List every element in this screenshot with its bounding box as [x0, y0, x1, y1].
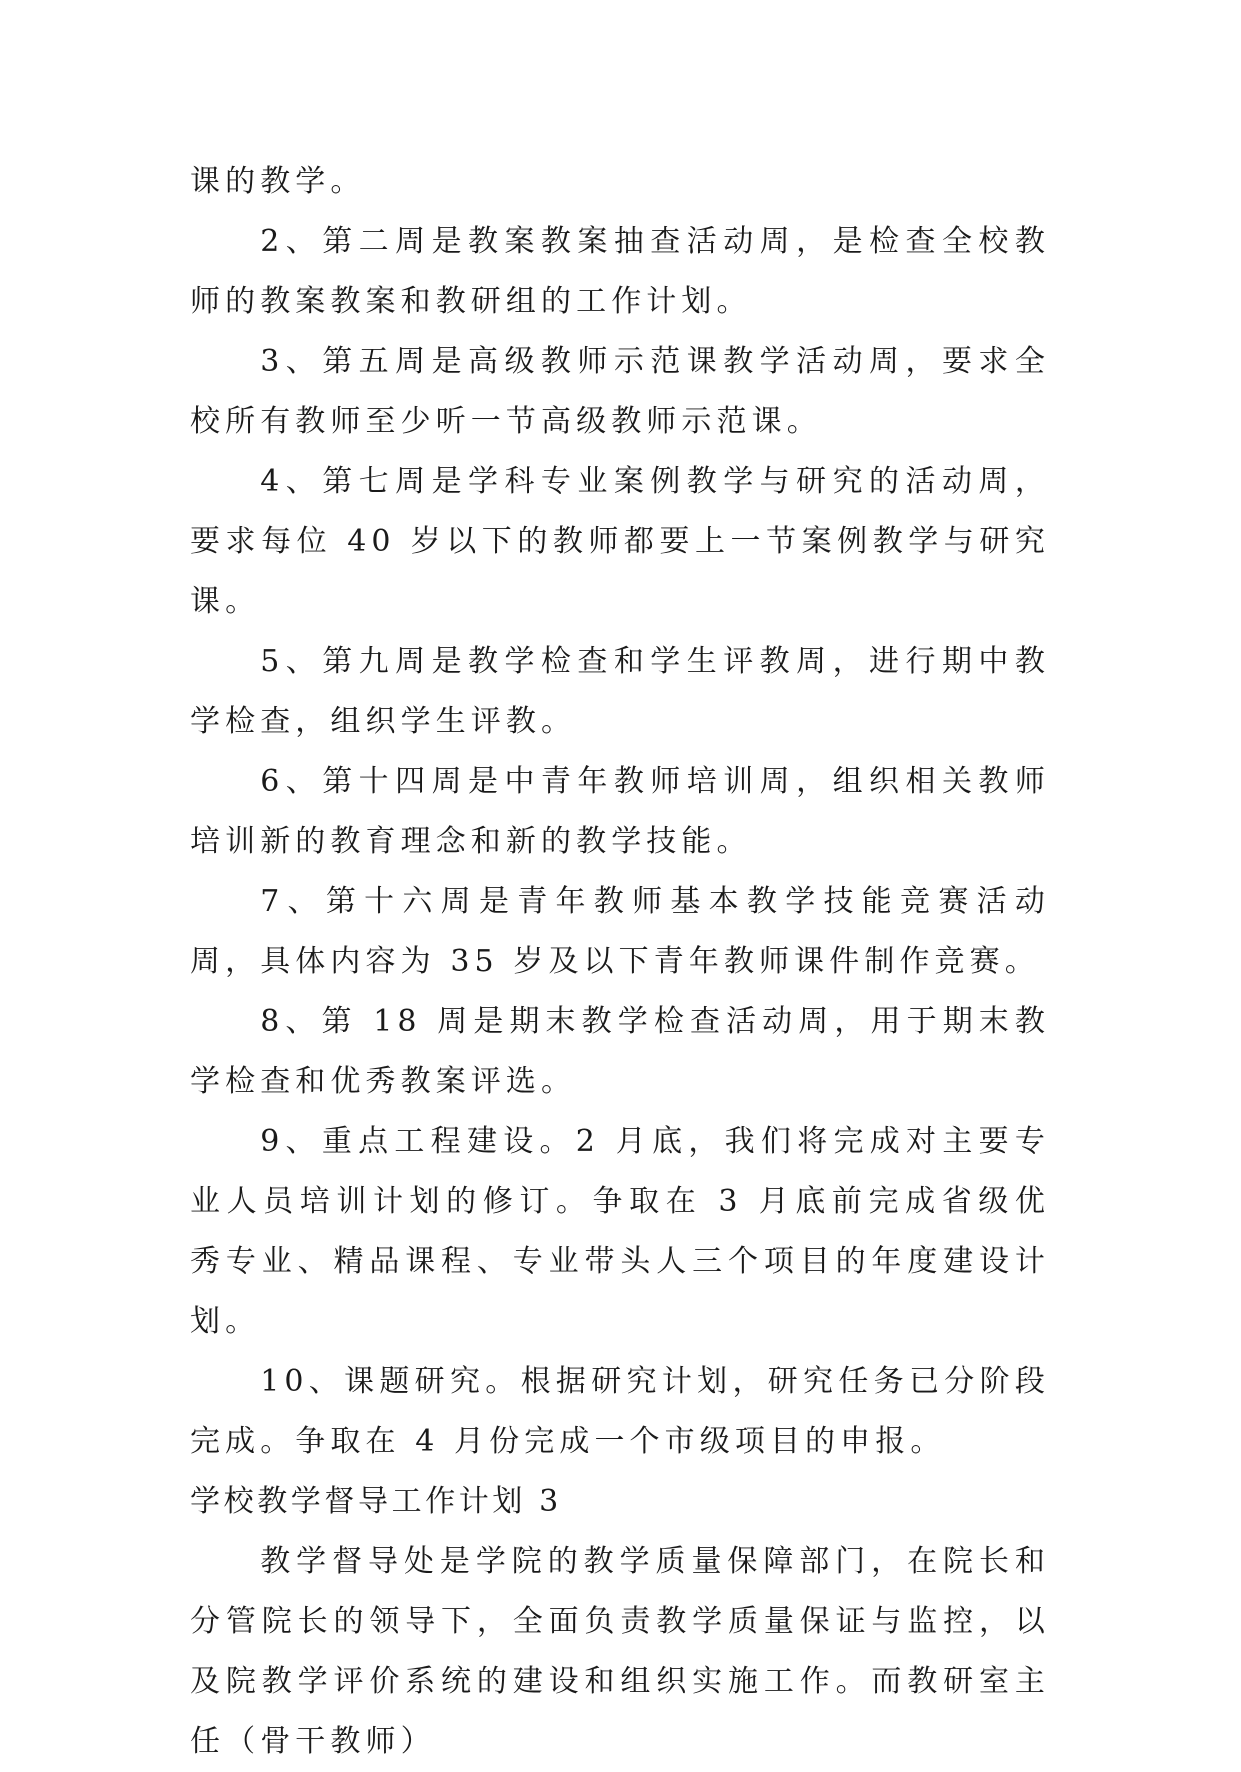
paragraph-item-3: 3、第五周是高级教师示范课教学活动周，要求全校所有教师至少听一节高级教师示范课。	[190, 344, 1050, 439]
paragraph-item-8: 8、第 18 周是期末教学检查活动周，用于期末教学检查和优秀教案评选。	[190, 1004, 1050, 1099]
paragraph-item-6: 6、第十四周是中青年教师培训周，组织相关教师培训新的教育理念和新的教学技能。	[190, 764, 1050, 859]
paragraph-item-7: 7、第十六周是青年教师基本教学技能竞赛活动周，具体内容为 35 岁及以下青年教师课件制作竞赛。	[190, 884, 1050, 979]
paragraph-continuation: 课的教学。	[190, 164, 366, 199]
paragraph-item-9: 9、重点工程建设。2 月底，我们将完成对主要专业人员培训计划的修订。争取在 3 月底前完成省级优秀专业、精品课程、专业带头人三个项目的年度建设计划。	[190, 1124, 1050, 1339]
paragraph-item-10: 10、课题研究。根据研究计划，研究任务已分阶段完成。争取在 4 月份完成一个市级项目的申报。	[190, 1364, 1050, 1459]
section-title: 学校教学督导工作计划 3	[190, 1484, 562, 1519]
paragraph-item-5: 5、第九周是教学检查和学生评教周，进行期中教学检查，组织学生评教。	[190, 644, 1050, 739]
section-paragraph: 教学督导处是学院的教学质量保障部门，在院长和分管院长的领导下，全面负责教学质量保证与监控，以及院教学评价系统的建设和组织实施工作。而教研室主任（骨干教师）	[190, 1544, 1050, 1759]
document-body	[190, 152, 1050, 1772]
paragraph-item-4: 4、第七周是学科专业案例教学与研究的活动周，要求每位 40 岁以下的教师都要上一节案例教学与研究课。	[190, 464, 1050, 619]
paragraph-item-2: 2、第二周是教案教案抽查活动周，是检查全校教师的教案教案和教研组的工作计划。	[190, 224, 1050, 319]
